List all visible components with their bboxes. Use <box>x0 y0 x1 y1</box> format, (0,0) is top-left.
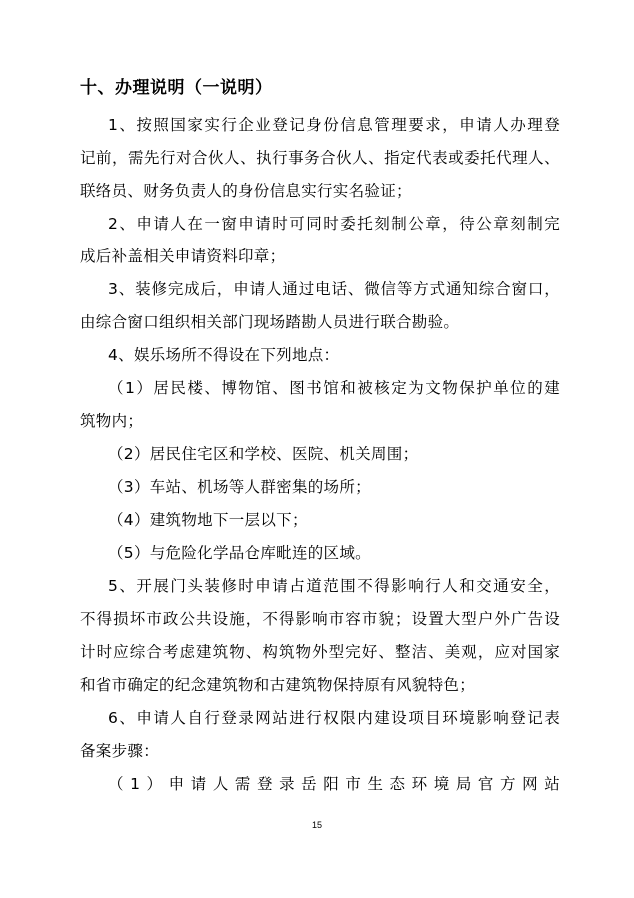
paragraph-line: 5、开展门头装修时申请占道范围不得影响行人和交通安全， <box>108 577 560 595</box>
paragraph-line: 联络员、财务负责人的身份信息实行实名验证； <box>80 182 412 200</box>
paragraph-line: 成后补盖相关申请资料印章； <box>80 247 286 265</box>
list-item: （3）车站、机场等人群密集的场所； <box>108 478 371 496</box>
paragraph-line: 计时应综合考虑建筑物、构筑物外型完好、整洁、美观，应对国家 <box>80 643 560 661</box>
list-item-line: 筑物内； <box>80 412 144 430</box>
paragraph-line: 由综合窗口组织相关部门现场踏勘人员进行联合勘验。 <box>80 313 460 331</box>
paragraph-line: 4、娱乐场所不得设在下列地点： <box>108 346 340 364</box>
paragraph-line: 6、申请人自行登录网站进行权限内建设项目环境影响登记表 <box>108 709 560 727</box>
paragraph-line: 2、申请人在一窗申请时可同时委托刻制公章，待公章刻制完 <box>108 215 560 233</box>
paragraph-line: 3、装修完成后，申请人通过电话、微信等方式通知综合窗口， <box>108 280 560 298</box>
paragraph-line: 记前，需先行对合伙人、执行事务合伙人、指定代表或委托代理人、 <box>80 149 560 167</box>
paragraph-line: 备案步骤： <box>80 742 160 760</box>
list-item: （4）建筑物地下一层以下； <box>108 511 308 529</box>
paragraph-line: 不得损坏市政公共设施，不得影响市容市貌；设置大型户外广告设 <box>80 610 560 628</box>
page-number: 15 <box>311 820 322 830</box>
list-item: （5）与危险化学品仓库毗连的区域。 <box>108 544 371 562</box>
paragraph-line: 1、按照国家实行企业登记身份信息管理要求，申请人办理登 <box>108 116 560 134</box>
list-item: （2）居民住宅区和学校、医院、机关周围； <box>108 445 419 463</box>
list-item-line: （1）申请人需登录岳阳市生态环境局官方网站 <box>108 775 560 793</box>
list-item-line: （1）居民楼、博物馆、图书馆和被核定为文物保护单位的建 <box>108 379 560 397</box>
paragraph-line: 和省市确定的纪念建筑物和古建筑物保持原有风貌特色； <box>80 676 476 694</box>
section-heading: 十、办理说明（一说明） <box>80 78 273 98</box>
